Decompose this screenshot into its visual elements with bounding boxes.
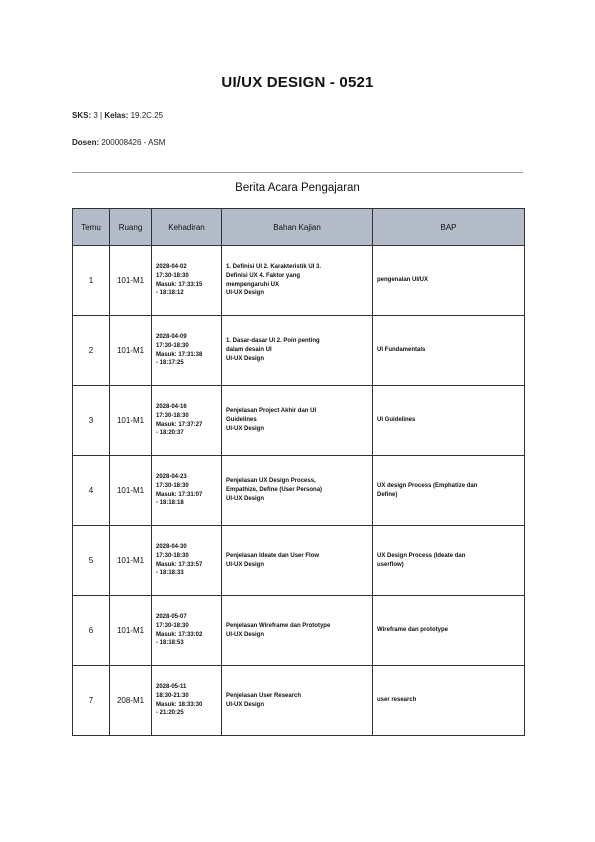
cell-kehadiran	[152, 386, 222, 456]
cell-temu: 1	[73, 246, 110, 316]
cell-kehadiran-line: 2028-04-16	[156, 404, 187, 411]
cell-kehadiran	[152, 596, 222, 666]
cell-bap-line: UI Fundamentals	[377, 347, 426, 354]
course-meta	[72, 111, 163, 120]
cell-bap-line: UI Guidelines	[377, 417, 416, 424]
bap-table	[72, 208, 525, 736]
cell-temu: 3	[73, 386, 110, 456]
cell-bahan-kajian-line: Guidelines	[226, 417, 257, 424]
cell-bahan-kajian	[222, 666, 373, 736]
cell-bahan-kajian	[222, 456, 373, 526]
cell-kehadiran-line: - 18:18:12	[156, 290, 184, 297]
cell-bahan-kajian-line: 1. Dasar-dasar UI 2. Poin penting	[226, 338, 320, 345]
cell-bahan-kajian-line: UI-UX Design	[226, 495, 265, 502]
cell-kehadiran-line: 17:30-18:30	[156, 482, 189, 489]
table-row	[73, 526, 525, 596]
cell-bahan-kajian-line: UI-UX Design	[226, 425, 265, 432]
cell-ruang: 101-M1	[110, 456, 152, 526]
cell-bap-line: Wireframe dan prototype	[377, 627, 448, 634]
cell-bap-line: UX Design Process (Ideate dan	[377, 552, 466, 559]
cell-bap-line: userflow)	[377, 561, 404, 568]
cell-temu: 2	[73, 316, 110, 386]
kelas-label: Kelas:	[104, 111, 129, 120]
cell-kehadiran-line: Masuk: 17:33:02	[156, 631, 203, 638]
cell-kehadiran-line: 2028-04-09	[156, 334, 187, 341]
table-header-row	[73, 209, 525, 246]
cell-bap-line: UX design Process (Emphatize dan	[377, 482, 478, 489]
cell-bahan-kajian-line: UI-UX Design	[226, 631, 265, 638]
table-row	[73, 456, 525, 526]
cell-bahan-kajian-line: dalam desain UI	[226, 347, 272, 354]
header-temu: Temu	[73, 209, 110, 246]
cell-bahan-kajian	[222, 386, 373, 456]
table-row	[73, 666, 525, 736]
cell-ruang: 101-M1	[110, 596, 152, 666]
cell-bap	[373, 246, 525, 316]
cell-bahan-kajian-line: UI-UX Design	[226, 561, 265, 568]
cell-kehadiran-line: Masuk: 17:33:57	[156, 561, 203, 568]
table-row	[73, 316, 525, 386]
cell-ruang: 101-M1	[110, 246, 152, 316]
cell-kehadiran-line: 2028-04-23	[156, 474, 187, 481]
cell-kehadiran	[152, 456, 222, 526]
cell-kehadiran	[152, 246, 222, 316]
cell-bap	[373, 386, 525, 456]
cell-kehadiran-line: Masuk: 17:31:38	[156, 351, 203, 358]
cell-bap	[373, 526, 525, 596]
cell-ruang: 101-M1	[110, 316, 152, 386]
cell-kehadiran-line: 17:30-18:30	[156, 412, 189, 419]
cell-kehadiran-line: - 18:17:25	[156, 360, 184, 367]
page-title: UI/UX DESIGN - 0521	[221, 74, 374, 91]
cell-bahan-kajian-line: UI-UX Design	[226, 290, 265, 297]
cell-temu: 6	[73, 596, 110, 666]
cell-bap-line: Define)	[377, 491, 398, 498]
cell-kehadiran-line: - 18:18:33	[156, 570, 184, 577]
cell-kehadiran-line: Masuk: 17:37:27	[156, 421, 203, 428]
sks-label: SKS:	[72, 111, 92, 120]
cell-ruang: 208-M1	[110, 666, 152, 736]
sks-value: 3	[93, 111, 98, 120]
cell-ruang: 101-M1	[110, 526, 152, 596]
cell-bahan-kajian-line: Empathize, Define (User Persona)	[226, 487, 323, 494]
cell-kehadiran	[152, 526, 222, 596]
cell-temu: 5	[73, 526, 110, 596]
cell-bahan-kajian-line: Penjelasan UX Design Process,	[226, 478, 316, 485]
cell-kehadiran-line: - 18:18:53	[156, 640, 184, 647]
cell-kehadiran-line: 17:30-18:30	[156, 552, 189, 559]
table-row	[73, 596, 525, 666]
separator: |	[100, 111, 103, 120]
cell-kehadiran-line: Masuk: 17:31:07	[156, 491, 203, 498]
cell-kehadiran-line: 2028-04-02	[156, 264, 187, 271]
cell-kehadiran-line: - 18:20:37	[156, 430, 184, 437]
cell-kehadiran	[152, 666, 222, 736]
cell-bap-line: user research	[377, 697, 417, 704]
cell-kehadiran-line: - 21:20:25	[156, 710, 184, 717]
header-ruang: Ruang	[110, 209, 152, 246]
table-row	[73, 386, 525, 456]
cell-bahan-kajian-line: Definisi UX 4. Faktor yang	[226, 272, 301, 279]
cell-ruang: 101-M1	[110, 386, 152, 456]
dosen-label: Dosen:	[72, 138, 100, 147]
lecturer-meta	[72, 138, 165, 147]
cell-bahan-kajian	[222, 246, 373, 316]
cell-kehadiran	[152, 316, 222, 386]
cell-kehadiran-line: 2028-04-30	[156, 544, 187, 551]
cell-kehadiran-line: 2028-05-07	[156, 614, 187, 621]
cell-bap	[373, 666, 525, 736]
header-bap: BAP	[373, 209, 525, 246]
cell-bap	[373, 596, 525, 666]
dosen-value: 200008426 - ASM	[101, 138, 166, 147]
cell-kehadiran-line: Masuk: 18:33:30	[156, 701, 203, 708]
cell-bahan-kajian-line: UI-UX Design	[226, 701, 265, 708]
cell-bahan-kajian-line: Penjelasan User Research	[226, 692, 302, 699]
cell-bahan-kajian-line: Penjelasan Ideate dan User Flow	[226, 552, 320, 559]
kelas-value: 19.2C.25	[130, 111, 164, 120]
table-body	[73, 246, 525, 736]
cell-bahan-kajian	[222, 526, 373, 596]
cell-kehadiran-line: - 18:18:18	[156, 500, 184, 507]
cell-bahan-kajian-line: mempengaruhi UX	[226, 281, 280, 288]
cell-kehadiran-line: 17:30-18:30	[156, 342, 189, 349]
cell-bahan-kajian	[222, 596, 373, 666]
cell-bahan-kajian-line: UI-UX Design	[226, 355, 265, 362]
cell-bahan-kajian-line: Penjelasan Wireframe dan Prototype	[226, 622, 331, 629]
cell-bap	[373, 316, 525, 386]
cell-kehadiran-line: Masuk: 17:33:15	[156, 281, 203, 288]
cell-bahan-kajian-line: Penjelasan Project Akhir dan UI	[226, 408, 317, 415]
divider	[72, 172, 523, 173]
cell-bap-line: pengenalan UI/UX	[377, 277, 429, 284]
cell-bahan-kajian	[222, 316, 373, 386]
cell-kehadiran-line: 17:30-18:30	[156, 622, 189, 629]
cell-temu: 4	[73, 456, 110, 526]
cell-bap	[373, 456, 525, 526]
cell-kehadiran-line: 17:30-18:30	[156, 272, 189, 279]
table-row	[73, 246, 525, 316]
cell-kehadiran-line: 2028-05-11	[156, 684, 187, 691]
cell-temu: 7	[73, 666, 110, 736]
section-title: Berita Acara Pengajaran	[235, 182, 360, 194]
header-kehadiran: Kehadiran	[152, 209, 222, 246]
cell-bahan-kajian-line: 1. Definisi UI 2. Karakteristik UI 3.	[226, 264, 322, 271]
header-bahan-kajian: Bahan Kajian	[222, 209, 373, 246]
cell-kehadiran-line: 18:30-21:30	[156, 692, 189, 699]
